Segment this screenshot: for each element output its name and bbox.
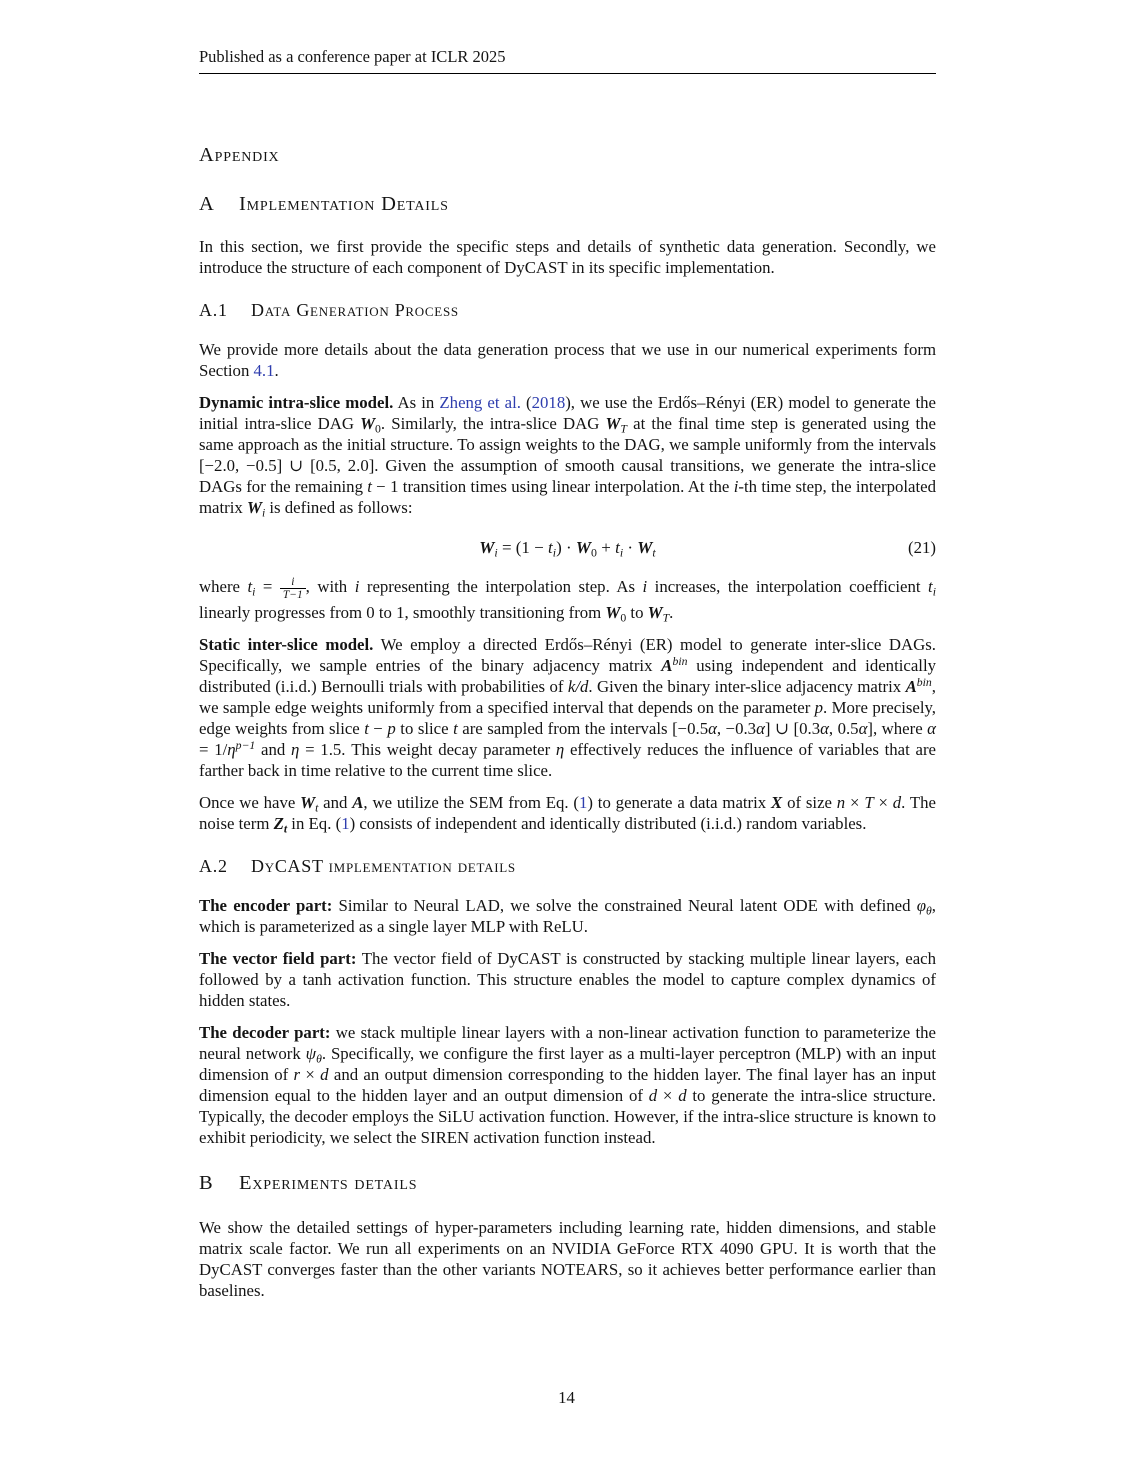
text-run: A <box>905 676 917 696</box>
text-run: . Given the binary inter-slice adjacency matrix <box>588 676 906 696</box>
text-run: α <box>927 718 936 738</box>
text-run: ) consists of independent and identically distributed (i.i.d.) random variables. <box>349 813 867 833</box>
text-run: , which is parameterized as a single layer MLP with ReLU. <box>199 895 936 936</box>
text-run: α <box>708 718 717 738</box>
text-run: using independent and identically distributed (i.i.d.) Bernoulli trials with probabilities of <box>199 655 937 696</box>
text-run: A <box>661 655 673 675</box>
inline-fraction: $\frac{i}{T-1}$ <box>280 576 306 602</box>
paragraph-dynamic-intra-slice <box>199 392 936 518</box>
page-number: 14 <box>558 1388 575 1407</box>
text-run: bin <box>916 675 932 689</box>
section-b-heading <box>199 1172 936 1195</box>
text-run: , with <box>305 577 355 597</box>
text-run: We employ a directed Erdős–Rényi (ER) model to generate inter-slice DAGs. Specifically, we sample entries of the binary adjacency matrix <box>199 634 936 675</box>
text-run: where <box>199 577 248 597</box>
paragraph-once-we-have <box>199 792 936 834</box>
text-run: W <box>647 602 663 622</box>
text-run: i <box>642 577 648 597</box>
text-run: d <box>648 1085 658 1105</box>
text-run: d <box>892 792 902 812</box>
equation-body <box>479 538 656 560</box>
paragraph-encoder <box>199 895 936 937</box>
text-run: t <box>453 718 458 738</box>
subsection-a1-heading <box>199 300 936 321</box>
text-run: × <box>845 792 865 812</box>
text-run: 0 <box>591 545 597 560</box>
text-run: , we sample edge weights uniformly from a specified interval that depends on the parameter <box>199 676 936 717</box>
text-run: − <box>368 718 388 738</box>
text-run: i <box>261 506 266 520</box>
text-run: α <box>756 718 765 738</box>
text-run: ) to generate a data matrix <box>587 792 772 812</box>
equation-ref[interactable]: 1 <box>578 792 588 812</box>
text-run: . The noise term <box>199 792 936 833</box>
text-run: Dynamic intra-slice model. <box>199 393 394 412</box>
text-run: t <box>364 718 369 738</box>
text-run: d <box>320 1064 329 1084</box>
text-run: The encoder part: <box>199 895 333 915</box>
text-run: i <box>932 585 936 599</box>
equation-ref[interactable]: 1 <box>341 813 350 833</box>
text-run: we stack multiple linear layers with a non-linear activation function to parameterize the neural network <box>199 1022 936 1063</box>
text-run: ], where <box>867 718 928 738</box>
text-run: and <box>255 739 292 759</box>
text-run: W <box>479 538 495 557</box>
text-run: . More precisely, edge weights from slice <box>199 697 936 738</box>
text-column <box>199 0 936 1301</box>
citation-link[interactable]: 2018 <box>531 393 566 412</box>
text-run: bin <box>672 654 688 668</box>
text-run: representing the interpolation step. As <box>359 577 643 597</box>
text-run: ( <box>520 393 532 412</box>
text-run: n <box>836 792 846 812</box>
text-run: is defined as follows: <box>265 498 413 517</box>
text-run: W <box>300 792 316 812</box>
citation-link[interactable]: Zheng et al. <box>439 393 521 412</box>
text-run: W <box>575 538 592 557</box>
text-run: , 0.5 <box>828 718 859 738</box>
text-run: t <box>548 538 553 557</box>
text-run: = <box>255 577 280 597</box>
text-run: W <box>637 538 653 557</box>
text-run: of size <box>782 792 837 812</box>
text-run: W <box>605 414 621 433</box>
text-run: in Eq. ( <box>287 813 342 833</box>
subsection-number: A.1 <box>199 300 228 320</box>
section-title: Experiments details <box>239 1171 418 1194</box>
text-run: X <box>771 792 783 812</box>
text-run: W <box>247 498 262 517</box>
text-run: t <box>928 577 933 597</box>
text-run: W <box>605 602 621 622</box>
paragraph-section-a-intro <box>199 236 936 278</box>
paragraph-where <box>199 576 936 623</box>
text-run: η <box>227 739 236 759</box>
text-run: t <box>283 821 288 835</box>
paragraph-static-inter-slice <box>199 634 936 781</box>
text-run: k/d <box>567 676 589 696</box>
text-run: The decoder part: <box>199 1022 331 1042</box>
text-run: , we utilize the SEM from Eq. ( <box>363 792 579 812</box>
text-run: η <box>291 739 300 759</box>
appendix-heading: Appendix <box>199 144 280 166</box>
text-run: effectively reduces the influence of variables that are farther back in time relative to the current time slice. <box>199 739 937 780</box>
text-run: · <box>623 538 638 557</box>
text-run: × <box>657 1085 679 1105</box>
text-run: θ <box>926 903 932 917</box>
text-run: increases, the interpolation coefficient <box>647 577 929 597</box>
subsection-title: Data Generation Process <box>251 300 459 320</box>
text-run: W <box>360 414 376 433</box>
text-run: = 1/ <box>199 739 228 759</box>
text-run: t <box>652 545 656 560</box>
text-run: to <box>626 602 648 622</box>
text-run: t <box>615 538 620 557</box>
text-run: α <box>858 718 868 738</box>
text-run: , −0.3 <box>716 718 757 738</box>
text-run: . <box>274 361 279 380</box>
text-run: linearly progresses from 0 to 1, smoothly transitioning from <box>199 602 606 622</box>
text-run: i <box>619 545 624 560</box>
text-run: i <box>354 577 360 597</box>
text-run: As in <box>393 393 440 412</box>
text-run: ψ <box>305 1043 317 1063</box>
text-run: × <box>300 1064 321 1084</box>
text-run: = (1 − <box>497 538 549 557</box>
text-run: We show the detailed settings of hyper-parameters including learning rate, hidden dimensions, and stable matrix scale factor. We run all experiments on an NVIDIA GeForce RTX 4090 GPU. It is worth that the DyCAST converges faster than the other variants NOTEARS, so it achieves better performance earlier than baselines. <box>199 1217 936 1300</box>
text-run: ), we use the Erdős–Rényi (ER) model to generate the initial intra-slice DAG <box>199 393 936 433</box>
section-number: B <box>199 1171 214 1194</box>
text-run: ] ∪ [0.3 <box>764 718 821 738</box>
text-run: The vector field part: <box>199 948 357 968</box>
text-run: = 1.5. This weight decay parameter <box>299 739 556 759</box>
text-run: . <box>669 602 674 622</box>
text-run: Once we have <box>199 792 301 812</box>
text-run: i <box>552 545 557 560</box>
text-run: − 1 transition times using linear interpolation. At the <box>371 477 734 496</box>
subsection-title: DyCAST implementation details <box>251 855 516 876</box>
text-run: p−1 <box>235 738 256 752</box>
subsection-a2-heading <box>199 856 936 877</box>
equation-number: (21) <box>908 538 936 557</box>
text-run: θ <box>316 1051 322 1065</box>
section-a-heading <box>199 193 936 216</box>
section-number: A <box>199 193 215 215</box>
text-run: -th time step, the interpolated matrix <box>199 477 936 517</box>
text-run: and an output dimension corresponding to the hidden layer. The final layer has an input dimension equal to the hidden layer and an output dimension of <box>199 1064 936 1105</box>
text-run: α <box>820 718 829 738</box>
text-run: φ <box>916 895 927 915</box>
text-run: η <box>555 739 565 759</box>
text-run: to generate the intra-slice structure. Typically, the decoder employs the SiLU activation function. However, if the intra-slice structure is known to exhibit periodicity, we select the SIREN activation function instead. <box>199 1085 936 1147</box>
paragraph-section-b-intro <box>199 1217 936 1301</box>
text-run: p <box>387 718 396 738</box>
text-run: We provide more details about the data generation process that we use in our numerical experiments form Section <box>199 340 936 380</box>
paragraph-a1-intro <box>199 339 936 381</box>
section-ref[interactable]: 4.1 <box>253 361 275 380</box>
text-run: . Similarly, the intra-slice DAG <box>380 414 606 433</box>
section-title: Implementation Details <box>239 193 449 215</box>
text-run: In this section, we first provide the specific steps and details of synthetic data generation. Secondly, we introduce the structure of each component of DyCAST in its specific implementation. <box>199 237 936 277</box>
text-run: d <box>678 1085 687 1105</box>
text-run: to slice <box>395 718 454 738</box>
text-run: Static inter-slice model. <box>199 634 374 654</box>
text-run: . Specifically, we configure the first layer as a multi-layer perceptron (MLP) with an input dimension of <box>199 1043 936 1084</box>
text-run: and <box>318 792 353 812</box>
running-header-text: Published as a conference paper at ICLR 2025 <box>199 47 506 66</box>
text-run: T <box>864 792 874 812</box>
text-run: at the final time step is generated using the same approach as the initial structure. To assign weights to the DAG, we sample uniformly from the intervals [−2.0, −0.5] ∪ [0.5, 2.0]. Given the assumption of smooth causal transitions, we generate the intra-slice DAGs for the remaining <box>199 414 937 496</box>
subsection-number: A.2 <box>199 855 228 876</box>
text-run: t <box>315 800 319 814</box>
paragraph-decoder <box>199 1022 936 1148</box>
text-run: The vector field of DyCAST is constructed by stacking multiple linear layers, each followed by a tanh activation function. This structure enables the model to capture complex dynamics of hidden states. <box>199 948 937 1010</box>
text-run: r <box>293 1064 301 1084</box>
text-run: t <box>247 577 253 597</box>
text-run: ) · <box>556 538 576 557</box>
text-run: i <box>494 545 498 560</box>
header-rule <box>199 73 936 74</box>
text-run: Similar to Neural LAD, we solve the constrained Neural latent ODE with defined <box>332 895 917 915</box>
text-run: + <box>596 538 616 557</box>
paragraph-vector-field <box>199 948 936 1011</box>
text-run: 0 <box>375 422 381 436</box>
text-run: p <box>814 697 824 717</box>
text-run: T <box>620 422 627 436</box>
text-run: × <box>873 792 893 812</box>
text-run: 0 <box>620 610 627 624</box>
text-run: A <box>352 792 364 812</box>
equation-21 <box>199 531 936 565</box>
text-run: i <box>252 585 256 599</box>
running-header <box>199 47 936 67</box>
text-run: Z <box>273 813 284 833</box>
text-run: are sampled from the intervals [−0.5 <box>457 718 709 738</box>
text-run: t <box>367 477 372 496</box>
text-run: i <box>733 477 739 496</box>
text-run: T <box>662 610 670 624</box>
